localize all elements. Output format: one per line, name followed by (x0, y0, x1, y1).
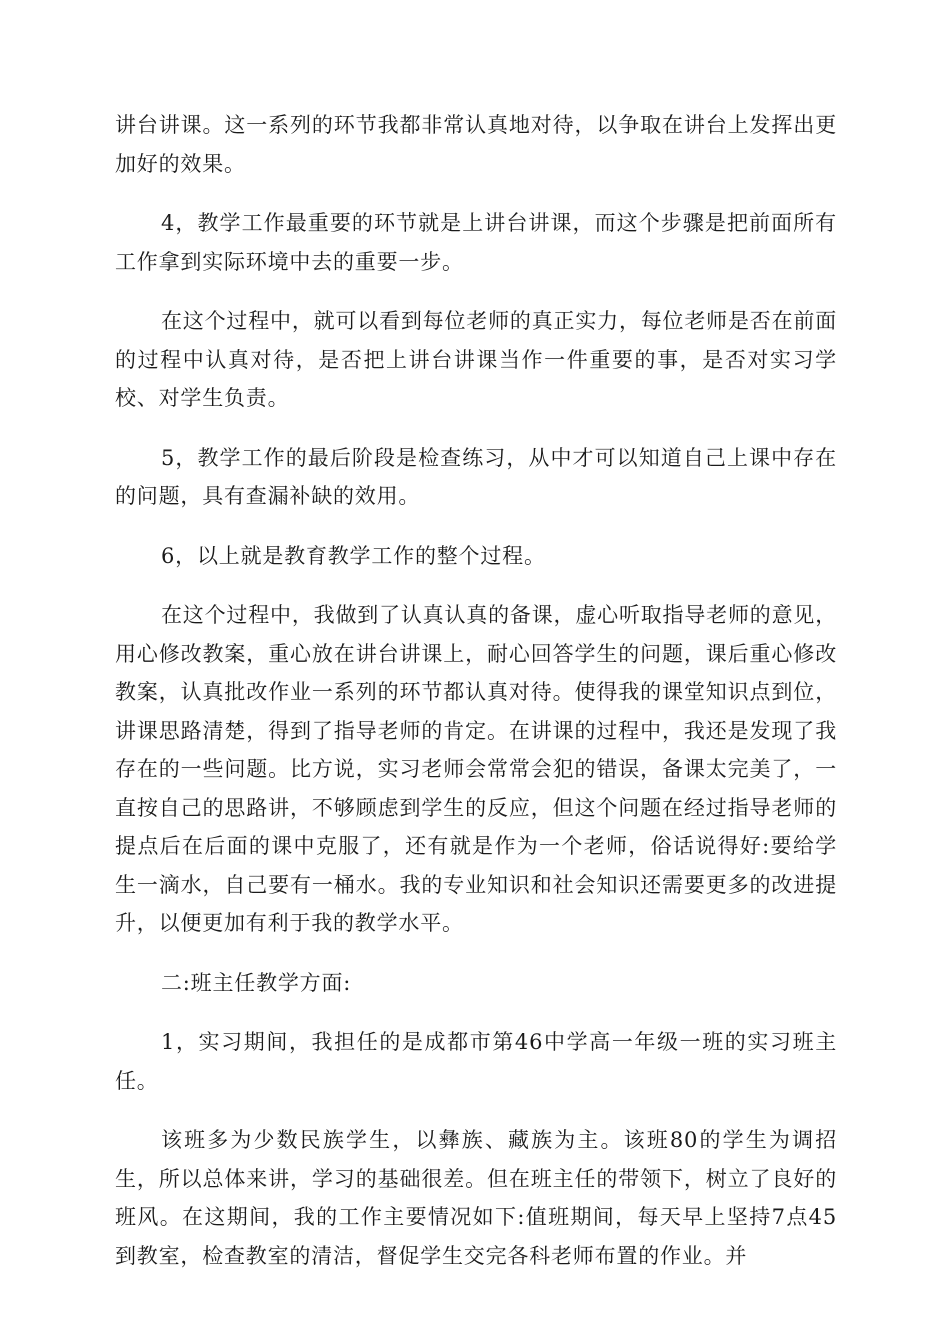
paragraph-reflection: 在这个过程中，我做到了认真认真的备课，虚心听取指导老师的意见，用心修改教案，重心放在讲台讲课上，耐心回答学生的问题，课后重心修改教案，认真批改作业一系列的环节都认真对待。使得我的课堂知识点到位，讲课思路清楚，得到了指导老师的肯定。在讲课的过程中，我还是发现了我存在的一些问题。比方说，实习老师会常常会犯的错误，备课太完美了，一直按自己的思路讲，不够顾虑到学生的反应，但这个问题在经过指导老师的提点后在后面的课中克服了，还有就是作为一个老师，俗话说得好:要给学生一滴水，自己要有一桶水。我的专业知识和社会知识还需要更多的改进提升，以便更加有利于我的教学水平。 (115, 603, 837, 935)
paragraph-continuation: 讲台讲课。这一系列的环节我都非常认真地对待，以争取在讲台上发挥出更加好的效果。 (115, 113, 837, 176)
section-heading-class-teacher: 二:班主任教学方面: (161, 970, 352, 995)
paragraph-class-description: 该班多为少数民族学生，以彝族、藏族为主。该班80的学生为调招生，所以总体来讲，学习的基础很差。但在班主任的带领下，树立了良好的班风。在这期间，我的工作主要情况如下:值班期间，每天早上坚持7点45到教室，检查教室的清洁，督促学生交完各科老师布置的作业。并 (115, 1128, 837, 1268)
document-body (115, 106, 837, 1296)
paragraph-item-4: 4，教学工作最重要的环节就是上讲台讲课，而这个步骤是把前面所有工作拿到实际环境中去的重要一步。 (115, 211, 837, 274)
paragraph-class-teacher-item-1: 1，实习期间，我担任的是成都市第46中学高一年级一班的实习班主任。 (115, 1030, 837, 1093)
paragraph-process-observation: 在这个过程中，就可以看到每位老师的真正实力，每位老师是否在前面的过程中认真对待，是否把上讲台讲课当作一件重要的事，是否对实习学校、对学生负责。 (115, 309, 837, 410)
paragraph-item-5: 5，教学工作的最后阶段是检查练习，从中才可以知道自己上课中存在的问题，具有查漏补缺的效用。 (115, 445, 837, 508)
paragraph-item-6: 6，以上就是教育教学工作的整个过程。 (161, 543, 546, 568)
